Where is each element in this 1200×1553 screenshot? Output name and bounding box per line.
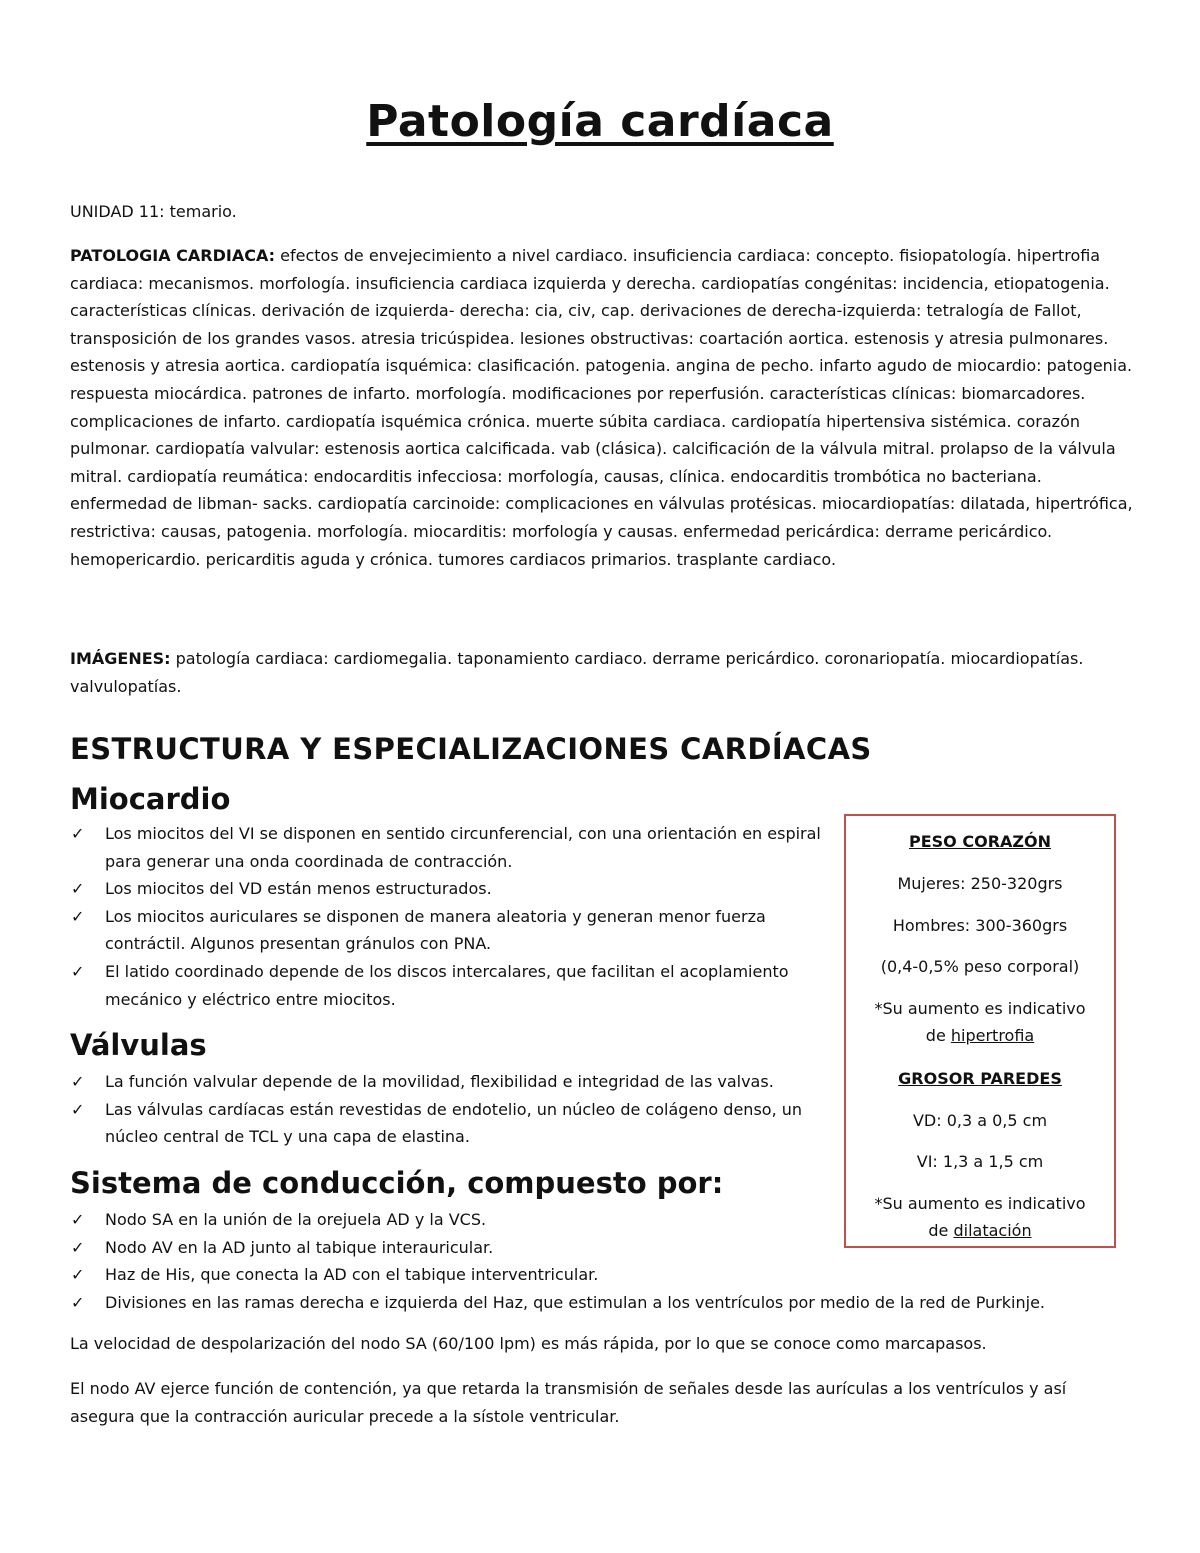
patologia-text: efectos de envejecimiento a nivel cardiaco. insuficiencia cardiaca: concepto. fisiopatología. hipertrofia cardiaca: mecanismos. morfología. insuficiencia cardiaca izquierda y derecha. cardiopatías congénitas: incidencia, etiopatogenia. características clínicas. derivación de izquierda- derecha: cia, civ, cap. derivaciones de derecha-izquierda: tetralogía de Fallot, transposición de los grandes vasos. atresia tricúspidea. lesiones obstructivas: coartación aortica. estenosis y atresia pulmonares. estenosis y atresia aortica. cardiopatía isquémica: clasificación. patogenia. angina de pecho. infarto agudo de miocardio: patogenia. respuesta miocárdica. patrones de infarto. morfología. modificaciones por reperfusión. características clínicas: biomarcadores. complicaciones de infarto. cardiopatía isquémica crónica. muerte súbita cardiaca. cardiopatía hipertensiva sistémica. corazón pulmonar. cardiopatía valvular: estenosis aortica calcificada. vab (clásica). calcificación de la válvula mitral. prolapso de la válvula mitral. cardiopatía reumática: endocarditis infecciosa: morfología, causas, clínica. endocarditis trombótica no bacteriana. enfermedad de libman- sacks. cardiopatía carcinoide: complicaciones en válvulas protésicas. miocardiopatías: dilatada, hipertrófica, restrictiva: causas, patogenia. morfología. miocarditis: morfología y causas. enfermedad pericárdica: derrame pericárdico. hemopericardio. pericarditis aguda y crónica. tumores cardiacos primarios. trasplante cardiaco. — [70, 246, 1133, 569]
velocidad-paragraph: La velocidad de despolarización del nodo SA (60/100 lpm) es más rápida, por lo que se conoce como marcapasos. — [70, 1334, 987, 1353]
checkmark-icon: ✓ — [71, 824, 85, 843]
nota-hipertrofia-word: hipertrofia — [950, 1026, 1035, 1045]
nota-dilatacion — [846, 1190, 1114, 1244]
nota-de: de — [925, 1026, 951, 1045]
grosor-vd: VD: 0,3 a 0,5 cm — [912, 1111, 1048, 1130]
list-item — [70, 1289, 1150, 1317]
section-title: ESTRUCTURA Y ESPECIALIZACIONES CARDÍACAS — [70, 732, 872, 766]
list-item-text: Las válvulas cardíacas están revestidas de endotelio, un núcleo de colágeno denso, un núcleo central de TCL y una capa de elastina. — [105, 1099, 803, 1147]
list-item — [70, 958, 830, 1013]
valvulas-heading: Válvulas — [70, 1028, 207, 1062]
miocardio-heading: Miocardio — [70, 782, 231, 816]
list-item — [70, 820, 830, 875]
list-item-text: Haz de His, que conecta la AD con el tabique interventricular. — [105, 1265, 599, 1285]
checkmark-icon: ✓ — [71, 906, 85, 926]
checkmark-icon: ✓ — [71, 1099, 85, 1119]
list-item — [70, 1068, 840, 1096]
checkmark-icon: ✓ — [71, 1072, 85, 1091]
valvulas-list — [70, 1068, 840, 1151]
grosor-title: GROSOR PAREDES — [898, 1069, 1062, 1088]
page-title: Patología cardíaca — [366, 96, 834, 147]
list-item-text: Nodo AV en la AD junto al tabique interauricular. — [105, 1237, 494, 1257]
imagenes-text: patología cardiaca: cardiomegalia. taponamiento cardiaco. derrame pericárdico. coronariopatía. miocardiopatías. valvulopatías. — [70, 649, 1084, 696]
checkmark-icon: ✓ — [71, 1292, 85, 1312]
peso-title: PESO CORAZÓN — [909, 832, 1051, 851]
peso-hombres: Hombres: 300-360grs — [892, 916, 1068, 935]
peso-porcentaje: (0,4-0,5% peso corporal) — [880, 957, 1080, 976]
patologia-label: PATOLOGIA CARDIACA: — [70, 246, 276, 265]
info-box — [844, 814, 1116, 1248]
unidad-line: UNIDAD 11: temario. — [70, 202, 237, 221]
nota-hipertrofia — [846, 995, 1114, 1049]
miocardio-list — [70, 820, 830, 1013]
list-item — [70, 1261, 1150, 1289]
checkmark-icon: ✓ — [71, 961, 85, 981]
nota-de: de — [928, 1221, 954, 1240]
peso-mujeres: Mujeres: 250-320grs — [897, 874, 1063, 893]
list-item-text: El latido coordinado depende de los discos intercalares, que facilitan el acoplamiento mecánico y eléctrico entre miocitos. — [105, 961, 789, 1009]
list-item-text: Divisiones en las ramas derecha e izquierda del Haz, que estimulan a los ventrículos por medio de la red de Purkinje. — [105, 1292, 1045, 1312]
list-item — [70, 903, 830, 958]
checkmark-icon: ✓ — [71, 1210, 85, 1229]
patologia-paragraph — [70, 242, 1135, 573]
sistema-heading: Sistema de conducción, compuesto por: — [70, 1166, 724, 1200]
nota-line: *Su aumento es indicativo — [874, 1194, 1086, 1213]
list-item-text: Nodo SA en la unión de la orejuela AD y la VCS. — [105, 1210, 487, 1229]
nota-line: *Su aumento es indicativo — [874, 999, 1086, 1018]
nodo-av-paragraph: El nodo AV ejerce función de contención, ya que retarda la transmisión de señales desde las aurículas a los ventrículos y así asegura que la contracción auricular precede a la sístole ventricular. — [70, 1379, 1067, 1426]
grosor-vi: VI: 1,3 a 1,5 cm — [916, 1152, 1044, 1171]
list-item-text: Los miocitos del VI se disponen en sentido circunferencial, con una orientación en espiral para generar una onda coordinada de contracción. — [105, 824, 821, 871]
list-item-text: Los miocitos del VD están menos estructurados. — [105, 879, 492, 899]
imagenes-paragraph — [70, 645, 1135, 700]
nota-dilatacion-word: dilatación — [953, 1221, 1032, 1240]
checkmark-icon: ✓ — [71, 1265, 85, 1285]
list-item — [70, 875, 830, 903]
imagenes-label: IMÁGENES: — [70, 649, 171, 668]
checkmark-icon: ✓ — [71, 879, 85, 899]
checkmark-icon: ✓ — [71, 1237, 85, 1257]
list-item-text: La función valvular depende de la movilidad, flexibilidad e integridad de las valvas. — [105, 1072, 774, 1091]
list-item — [70, 1096, 840, 1151]
list-item-text: Los miocitos auriculares se disponen de manera aleatoria y generan menor fuerza contráctil. Algunos presentan gránulos con PNA. — [105, 906, 766, 954]
